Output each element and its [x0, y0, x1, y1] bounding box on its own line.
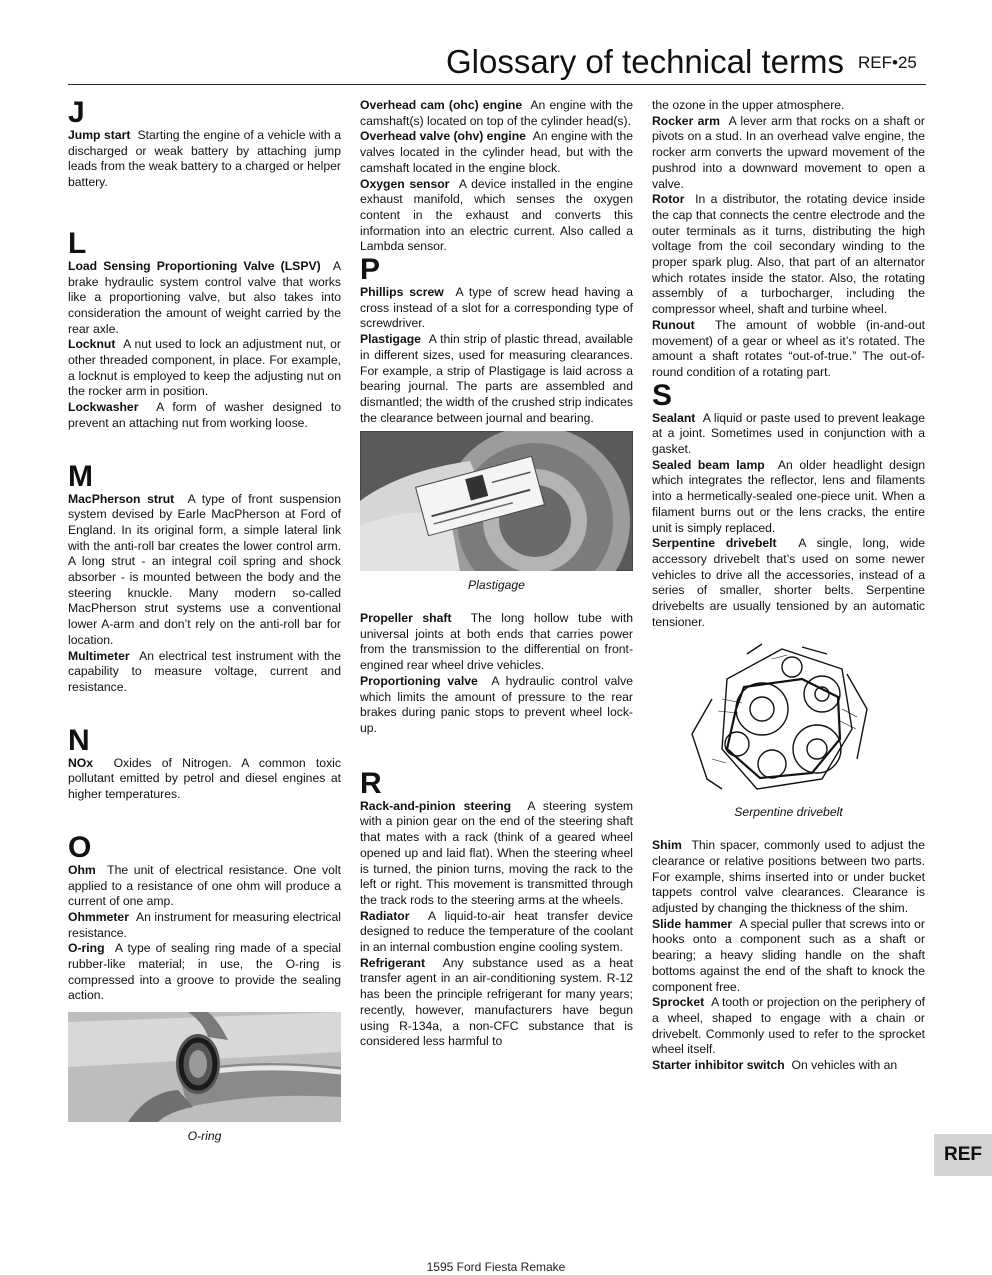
glossary-term: Proportioning valve	[360, 673, 478, 688]
section-letter-m: M	[68, 459, 93, 493]
glossary-term: Locknut	[68, 337, 116, 352]
glossary-term: Propeller shaft	[360, 611, 452, 626]
glossary-term: Shim	[652, 838, 682, 853]
glossary-entry-ohmmeter	[68, 910, 341, 941]
glossary-entry-ohm	[68, 863, 341, 910]
glossary-definition: Starting the engine of a vehicle with a discharged or weak battery by attaching jump leads from the weak battery to a charged or helper battery.	[68, 128, 342, 190]
glossary-definition: An engine with the valves located in the cylinder head, but with the camshaft located in the engine block.	[360, 129, 634, 175]
glossary-entry-refrigerant	[360, 956, 633, 1050]
glossary-entry-rotor	[652, 192, 925, 318]
glossary-term: Starter inhibitor switch	[652, 1058, 785, 1073]
glossary-entry-sealed-beam-lamp	[652, 458, 925, 537]
glossary-entry-propeller-shaft	[360, 611, 633, 674]
glossary-definition: A special puller that screws into or hooks onto a component such as a shaft or bearing; a heavy sliding handle on the shaft bottoms against the end of the shaft to knock the component free.	[652, 916, 925, 994]
glossary-term: Oxygen sensor	[360, 176, 450, 191]
glossary-definition: A liquid-to-air heat transfer device designed to reduce the temperature of the coolant in an internal combustion engine cooling system.	[360, 908, 633, 955]
glossary-definition: A single, long, wide accessory drivebelt that’s used on some newer vehicles to drive all the accessories, instead of a series of smaller, shorter belts. Serpentine drivebelts are usually tensioned by an automatic tensioner.	[652, 536, 926, 629]
section-letter-s: S	[652, 378, 673, 412]
page-title: Glossary of technical terms	[446, 43, 844, 80]
glossary-entry-sprocket	[652, 995, 925, 1058]
glossary-term: Overhead valve (ohv) engine	[360, 129, 526, 144]
glossary-entry-nox	[68, 756, 341, 803]
glossary-definition: A device installed in the engine exhaust manifold, which senses the oxygen content in the exhaust and converts this information into an electric current. Also called a Lambda sensor.	[360, 176, 633, 254]
glossary-entry-locknut	[68, 337, 341, 400]
glossary-entry-lockwasher	[68, 400, 341, 431]
glossary-definition: An electrical test instrument with the capability to measure voltage, current and resistance.	[68, 648, 341, 694]
glossary-entry-radiator	[360, 909, 633, 956]
glossary-term: Phillips screw	[360, 285, 444, 300]
glossary-term: Rocker arm	[652, 113, 720, 128]
section-letter-p: P	[360, 253, 381, 287]
glossary-definition: A thin strip of plastic thread, available in different sizes, used for measuring clearances. For example, a strip of Plastigage is laid across a bearing journal. The parts are assembled and dismantled; the width of the crushed strip indicates the clearance between journal and bearing.	[360, 332, 634, 425]
glossary-entry-plastigage	[360, 332, 633, 426]
glossary-definition: The long hollow tube with universal joints at both ends that carries power from the transmission to the differential on front-engined rear wheel drive vehicles.	[360, 611, 633, 673]
glossary-term: MacPherson strut	[68, 491, 175, 506]
section-letter-n: N	[68, 723, 90, 757]
glossary-term: NOx	[68, 755, 94, 770]
glossary-definition: A type of screw head having a cross instead of a slot for a corresponding type of screwdriver.	[360, 285, 633, 331]
glossary-term: Rotor	[652, 192, 685, 207]
section-letter-j: J	[68, 96, 85, 129]
glossary-definition: A nut used to lock an adjustment nut, or other threaded component, in place. For example, a locknut is employed to keep the adjusting nut on the rocker arm in position.	[68, 337, 341, 399]
glossary-term: Serpentine drivebelt	[652, 536, 777, 551]
glossary-entry-load-sensing-proportioning-valve-lspv	[68, 259, 341, 338]
glossary-term: Ohm	[68, 862, 96, 877]
glossary-entry-oxygen-sensor	[360, 177, 633, 256]
glossary-definition: The amount of wobble (in-and-out movement) of a gear or wheel as it’s rotated. The amount a shaft rotates “out-of-true.” The out-of-round condition of a rotating part.	[652, 317, 925, 379]
figure-caption: O-ring	[187, 1128, 222, 1143]
glossary-entry-macpherson-strut	[68, 492, 341, 649]
glossary-entry-rocker-arm	[652, 114, 925, 193]
glossary-term: Sprocket	[652, 995, 705, 1010]
header-divider	[68, 84, 926, 85]
glossary-definition: The unit of electrical resistance. One volt applied to a resistance of one ohm will produce a current of one amp.	[68, 862, 342, 909]
glossary-column-1	[68, 98, 341, 1144]
glossary-entry-sealant	[652, 411, 925, 458]
glossary-definition: On vehicles with an	[791, 1058, 898, 1073]
glossary-definition: A type of sealing ring made of a special rubber-like material; in use, the O-ring is compressed into a groove to provide the sealing action.	[68, 941, 341, 1003]
glossary-definition: A lever arm that rocks on a shaft or pivots on a stud. In an overhead valve engine, the rocker arm converts the upward movement of the pushrod into a downward movement to open a valve.	[652, 113, 925, 191]
glossary-entry-shim	[652, 838, 925, 917]
glossary-entry-rack-and-pinion-steering	[360, 799, 633, 909]
glossary-term: Lockwasher	[68, 400, 139, 415]
glossary-term: Radiator	[360, 908, 410, 923]
glossary-entry-slide-hammer	[652, 917, 925, 996]
glossary-column-2	[360, 98, 633, 1050]
page-number: REF•25	[858, 53, 917, 72]
glossary-term: Overhead cam (ohc) engine	[360, 98, 523, 112]
glossary-entry-phillips-screw	[360, 285, 633, 332]
glossary-definition: the ozone in the upper atmosphere.	[652, 98, 845, 112]
glossary-term: Refrigerant	[360, 955, 426, 970]
glossary-entry-jump-start	[68, 128, 341, 191]
glossary-term: Plastigage	[360, 332, 421, 347]
glossary-definition: An engine with the camshaft(s) located on top of the cylinder head(s).	[360, 98, 633, 128]
figure-plastigage	[360, 431, 633, 593]
glossary-entry-overhead-valve-ohv-engine	[360, 129, 633, 176]
glossary-definition: A hydraulic control valve which limits the amount of pressure to the rear brakes during panic stops to prevent wheel lock-up.	[360, 673, 633, 735]
glossary-entry-continued	[652, 98, 925, 114]
glossary-definition: Any substance used as a heat transfer agent in an air-conditioning system. R-12 has been the principle refrigerant for many years; recently, however, manufacturers have begun using R-134a, a non-CFC substance that is considered less harmful to	[360, 955, 633, 1049]
glossary-term: Slide hammer	[652, 916, 733, 931]
glossary-term: O-ring	[68, 941, 105, 956]
section-letter-l: L	[68, 226, 87, 260]
glossary-term: Rack-and-pinion steering	[360, 798, 512, 813]
glossary-definition: A steering system with a pinion gear on the end of the steering shaft that mates with a rack (think of a geared wheel opened up and laid flat). When the steering wheel is turned, the pinion turns, moving the rack to the left or right. This movement is transmitted through the track rods to the steering arms at the wheels.	[360, 798, 633, 907]
glossary-term: Ohmmeter	[68, 909, 129, 924]
glossary-entry-overhead-cam-ohc-engine	[360, 98, 633, 129]
glossary-term: Load Sensing Proportioning Valve (LSPV)	[68, 258, 321, 273]
glossary-term: Sealant	[652, 410, 696, 425]
glossary-entry-o-ring	[68, 941, 341, 1004]
glossary-term: Jump start	[68, 128, 131, 142]
glossary-term: Runout	[652, 317, 695, 332]
glossary-entry-runout	[652, 318, 925, 381]
glossary-entry-proportioning-valve	[360, 674, 633, 737]
ref-section-tab: REF	[934, 1134, 992, 1176]
figure-serpentine	[652, 639, 925, 821]
glossary-definition: Oxides of Nitrogen. A common toxic pollutant emitted by petrol and diesel engines at higher temperatures.	[68, 755, 341, 802]
section-letter-r: R	[360, 766, 382, 800]
figure-caption: Plastigage	[468, 578, 525, 593]
glossary-definition: In a distributor, the rotating device inside the cap that connects the centre electrode and the outer terminals as it turns, distributing the high voltage from the coil secondary winding to the proper spark plug. Also, that part of an alternator which rotates inside the stator. Also, the rotating assembly of a turbocharger, including the compressor wheel, shaft and turbine wheel.	[652, 192, 925, 317]
glossary-term: Multimeter	[68, 648, 130, 663]
glossary-column-3	[652, 98, 925, 1074]
glossary-term: Sealed beam lamp	[652, 457, 765, 472]
page-footer: 1595 Ford Fiesta Remake	[426, 1260, 566, 1274]
serpentine-drivebelt-drawing	[652, 639, 925, 799]
o-ring-photo	[68, 1012, 341, 1122]
glossary-definition: An older headlight design which integrates the reflector, lens and filaments into a hermetically-sealed one-piece unit. When a filament burns out or the lens cracks, the entire unit is simply replaced.	[652, 457, 925, 535]
glossary-definition: An instrument for measuring electrical resistance.	[68, 909, 341, 940]
glossary-definition: A liquid or paste used to prevent leakage at a joint. Sometimes used in conjunction with a gasket.	[652, 410, 926, 457]
plastigage-photo	[360, 431, 633, 571]
figure-caption: Serpentine drivebelt	[734, 805, 843, 820]
glossary-entry-multimeter	[68, 649, 341, 696]
section-letter-o: O	[68, 830, 92, 864]
figure-oring	[68, 1012, 341, 1144]
glossary-definition: Thin spacer, commonly used to adjust the clearance or relative positions between two parts. For example, shims inserted into or under bucket tappets control valve clearances. Clearance is adjusted by changing the thickness of the shim.	[652, 838, 925, 916]
glossary-definition: A tooth or projection on the periphery of a wheel, shaped to engage with a chain or drivebelt. Commonly used to refer to the sprocket wheel itself.	[652, 995, 925, 1057]
glossary-entry-serpentine-drivebelt	[652, 536, 925, 630]
glossary-definition: A form of washer designed to prevent an attaching nut from working loose.	[68, 400, 341, 430]
glossary-entry-starter-inhibitor-switch	[652, 1058, 925, 1074]
glossary-definition: A type of front suspension system devised by Earle MacPherson at Ford of England. In its original form, a simple lateral link with the anti-roll bar creates the lower control arm. A long strut - an integral coil spring and shock absorber - is mounted between the body and the steering knuckle. Many modern so-called MacPherson strut systems use a conventional lower A-arm and don’t rely on the anti-roll bar for location.	[68, 491, 341, 647]
glossary-definition: A brake hydraulic system control valve that works like a proportioning valve, but also takes into consideration the amount of weight carried by the rear axle.	[68, 258, 341, 336]
